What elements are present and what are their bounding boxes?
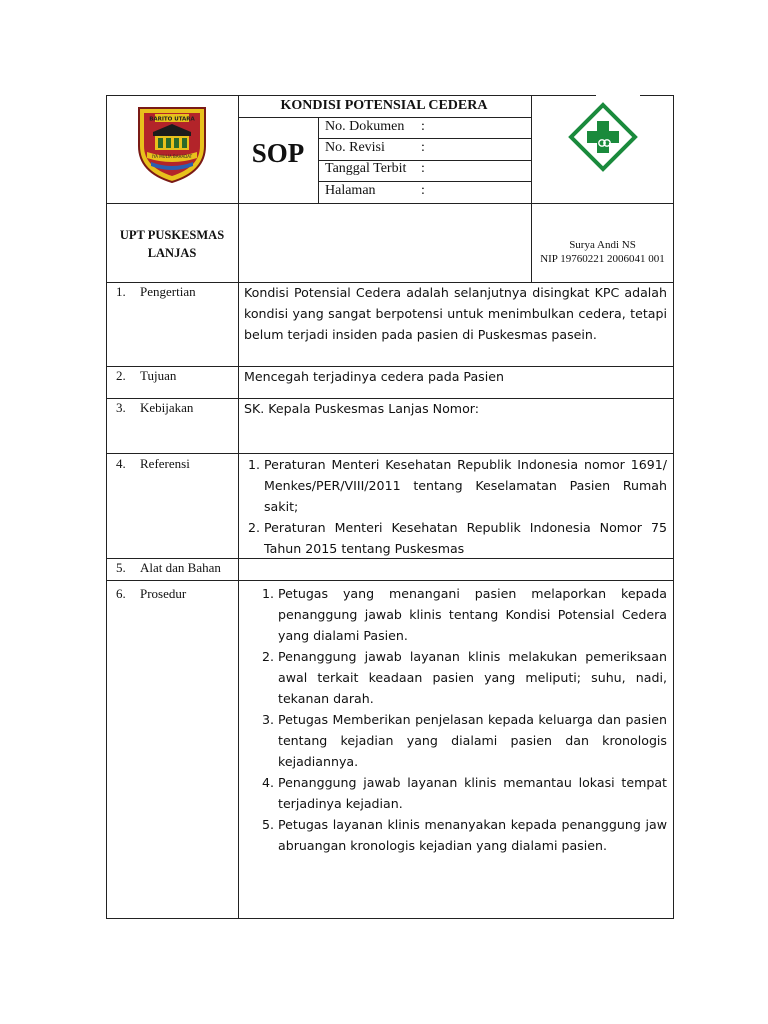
list-item: 3. Petugas Memberikan penjelasan kepada keluarga dan pasien tentang kejadian yang dialami pasien dan kronologis kejadiannya.	[278, 709, 667, 772]
section-label-referensi: 4. Referensi	[116, 456, 190, 471]
document-title: KONDISI POTENSIAL CEDERA	[280, 98, 488, 113]
meta-issue-date: Tanggal Terbit :	[325, 161, 425, 176]
meta-doc-number: No. Dokumen :	[325, 119, 425, 134]
org-line1: UPT PUSKESMAS	[119, 228, 225, 242]
meta-revision: No. Revisi :	[325, 140, 425, 155]
list-item: 2. Penanggung jawab layanan klinis melakukan pemeriksaan awal terkait keadaan pasien yang meliputi; suhu, nadi, tekanan darah.	[278, 646, 667, 709]
sop-label: SOP	[251, 138, 305, 168]
signer-name: Surya Andi NS	[569, 239, 636, 251]
tujuan-text: Mencegah terjadinya cedera pada Pasien	[244, 369, 504, 384]
list-item: 2. Peraturan Menteri Kesehatan Republik Indonesia Nomor 75 Tahun 2015 tentang Puskesmas	[264, 517, 667, 559]
section-label-kebijakan: 3. Kebijakan	[116, 400, 194, 415]
list-item: 1. Peraturan Menteri Kesehatan Republik Indonesia nomor 1691/ Menkes/PER/VIII/2011 tentang Keselamatan Pasien Rumah sakit;	[264, 454, 667, 517]
signer-nip: NIP 19760221 2006041 001	[540, 253, 665, 265]
meta-page: Halaman :	[325, 183, 425, 198]
list-item: 4. Penanggung jawab layanan klinis memantau lokasi tempat terjadinya kejadian.	[278, 772, 667, 814]
referensi-list	[242, 454, 667, 559]
section-label-alat-bahan: 5. Alat dan Bahan	[116, 560, 221, 575]
section-label-prosedur: 6. Prosedur	[116, 586, 187, 601]
column-divider	[238, 95, 239, 919]
org-line2: LANJAS	[147, 246, 197, 260]
kebijakan-text: SK. Kepala Puskesmas Lanjas Nomor:	[244, 401, 479, 416]
section-label-tujuan: 2. Tujuan	[116, 368, 177, 383]
pengertian-text: Kondisi Potensial Cedera adalah selanjutnya disingkat KPC adalah kondisi yang sangat berpotensi untuk menimbulkan cedera, tetapi belum terjadi insiden pada pasien di Puskesmas pasein.	[244, 285, 667, 342]
emblem-motto: IYA MULIA BAHADAT	[151, 154, 193, 159]
header-bottom-line	[106, 203, 674, 204]
org-name	[106, 226, 238, 262]
puskesmas-logo	[566, 97, 640, 185]
list-item: 5. Petugas layanan klinis menanyakan kepada penanggung jaw abruangan kronologis kejadian yang dialami pasien.	[278, 814, 667, 856]
signer-block	[531, 238, 674, 266]
prosedur-list	[240, 583, 667, 856]
emblem-text: BARITO UTARA	[149, 116, 195, 123]
regency-emblem-logo	[133, 102, 211, 184]
section-label-pengertian: 1. Pengertian	[116, 284, 196, 299]
row-line	[106, 580, 674, 581]
list-item: 1. Petugas yang menangani pasien melaporkan kepada penanggung jawab klinis tentang Kondisi Potensial Cedera yang dialami Pasien.	[278, 583, 667, 646]
